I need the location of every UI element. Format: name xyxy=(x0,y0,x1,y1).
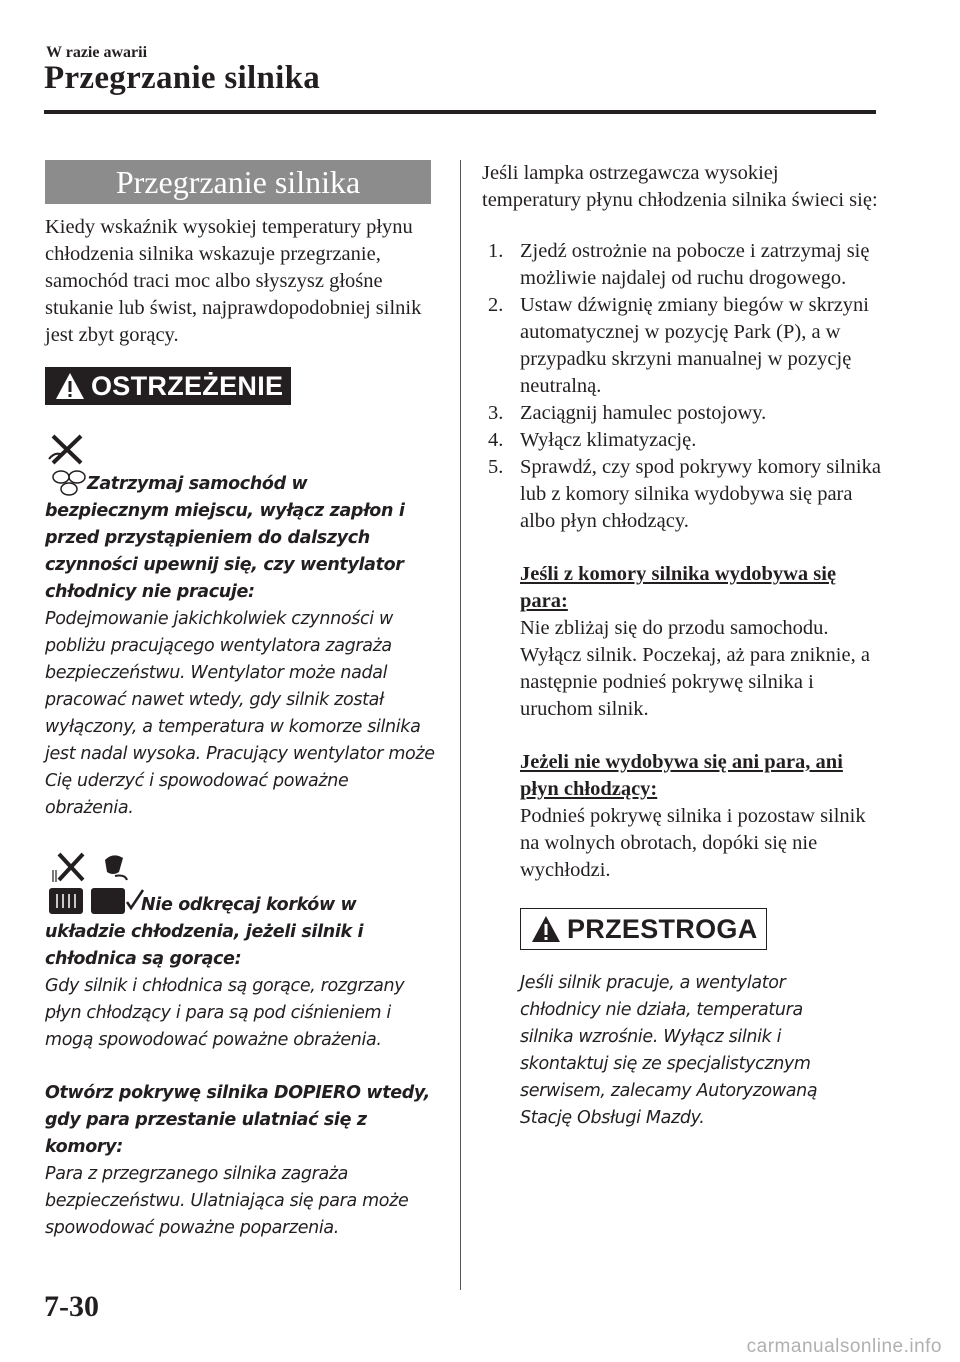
list-item: 4. Wyłącz klimatyzację. xyxy=(488,429,697,451)
page-number: 7-30 xyxy=(44,1290,99,1323)
left-column xyxy=(45,160,435,1242)
case-no-steam-heading: Jeżeli nie wydobywa się ani para, ani płyn chłodzący: xyxy=(520,751,843,800)
list-item: 5. Sprawdź, czy spod pokrywy komory silnika lub z komory silnika wydobywa się para albo płyn chłodzący. xyxy=(488,456,881,532)
intro-paragraph: Kiedy wskaźnik wysokiej temperatury płynu chłodzenia silnika wskazuje przegrzanie, samochód traci moc albo słyszysz głośne stukanie lub świst, najprawdopodobniej silnik jest zbyt gorący. xyxy=(45,216,422,346)
list-item: 1. Zjedź ostrożnie na pobocze i zatrzymaj się możliwie najdalej od ruchu drogowego. xyxy=(488,240,870,289)
warning-block-caps xyxy=(45,852,435,1054)
radiator-cap-ok-icon xyxy=(89,852,145,916)
page-title: Przegrzanie silnika xyxy=(44,60,321,96)
fan-icon xyxy=(49,467,89,497)
column-divider xyxy=(460,160,461,1290)
caution-label-text: PRZESTROGA xyxy=(567,913,758,944)
list-item: 3. Zaciągnij hamulec postojowy. xyxy=(488,402,767,424)
watermark: carmanualsonline.info xyxy=(746,1336,942,1357)
caution-triangle-icon xyxy=(531,915,561,943)
caution-label xyxy=(520,908,767,950)
procedure-steps xyxy=(482,238,882,535)
warning1-heading: Zatrzymaj samochód w bezpiecznym miejscu, wyłącz zapłon i przed przystąpieniem do dalszych czynności upewnij się, czy wentylator chłodnicy nie pracuje: xyxy=(45,474,405,602)
procedure-intro: Jeśli lampka ostrzegawcza wysokiej temperatury płynu chłodzenia silnika świeci się: xyxy=(482,162,878,211)
chapter-label: W razie awarii xyxy=(46,44,148,61)
warning3-text: Para z przegrzanego silnika zagraża bezpieczeństwu. Ulatniająca się para może spowodować poważne poparzenia. xyxy=(45,1164,409,1238)
warning-block-fan xyxy=(45,431,435,822)
right-column xyxy=(482,160,882,1132)
warning-label xyxy=(45,367,291,405)
radiator-no-cap-icon xyxy=(47,852,87,916)
warning-label-text: OSTRZEŻENIE xyxy=(91,370,284,401)
case-steam-heading: Jeśli z komory silnika wydobywa się para: xyxy=(520,563,837,612)
caution-text: Jeśli silnik pracuje, a wentylator chłodnicy nie działa, temperatura silnika wzrośnie. Wyłącz silnik i skontaktuj się ze specjalistycznym serwisem, zalecamy Autoryzowaną Stację Obsługi Mazdy. xyxy=(520,973,818,1128)
case-no-steam-text: Podnieś pokrywę silnika i pozostaw silnik na wolnych obrotach, dopóki się nie wychłodzi. xyxy=(520,805,866,881)
list-item: 2. Ustaw dźwignię zmiany biegów w skrzyni automatycznej w pozycję Park (P), a w przypadku skrzyni manualnej w pozycję neutralną. xyxy=(488,294,869,397)
header-rule xyxy=(44,110,876,114)
warning-block-hood xyxy=(45,1080,435,1161)
warning-triangle-icon xyxy=(55,372,85,400)
case-steam-text: Nie zbliżaj się do przodu samochodu. Wyłącz silnik. Poczekaj, aż para zniknie, a następnie podnieś pokrywę silnika i uruchom silnik. xyxy=(520,617,870,720)
warning3-heading: Otwórz pokrywę silnika DOPIERO wtedy, gdy para przestanie ulatniać się z komory: xyxy=(45,1083,430,1157)
warning2-text: Gdy silnik i chłodnica są gorące, rozgrzany płyn chłodzący i para są pod ciśnieniem i mogą spowodować poważne obrażenia. xyxy=(45,976,405,1050)
warning1-text: Podejmowanie jakichkolwiek czynności w pobliżu pracującego wentylatora zagraża bezpieczeństwu. Wentylator może nadal pracować nawet wtedy, gdy silnik został wyłączony, a temperatura w komorze silnika jest nadal wysoka. Pracujący wentylator może Cię uderzyć i spowodować poważne obrażenia. xyxy=(45,609,435,818)
warning2-heading: Nie odkręcaj korków w układzie chłodzenia, jeżeli silnik i chłodnica są gorące: xyxy=(45,895,364,969)
section-title: Przegrzanie silnika xyxy=(45,160,431,204)
no-hands-icon xyxy=(47,433,87,467)
